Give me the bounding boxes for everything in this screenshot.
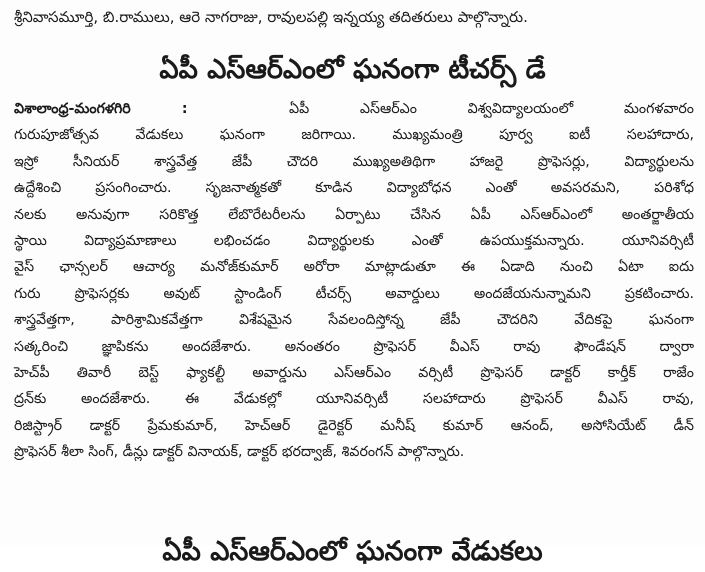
article-line-8: గురు ప్రొఫెసర్లకు అవుట్ స్టాండింగ్ టీచర్స్ అవార్డులు అందజేయనున్నామని ప్రకటించారు. [14,285,694,302]
article-line-3: ఇస్రో సీనియర్ శాస్త్రవేత్త జేపీ చౌదరి ముఖ్యఅతిథిగా హాజరై ప్రొఫెసర్లు, విద్యార్థులను [14,153,694,170]
next-article-headline-clip [0,528,705,567]
article-line-12: ద్రన్‌కు అందజేశారు. ఈ వేడుకల్లో యూనివర్సిటీ సలహాదారు ప్రొఫెసర్ వీఎస్ రావు, [14,391,694,408]
article-line-9: శాస్త్రవేత్తగా, పారిశ్రామికవేత్తగా విశేషమైన సేవలందిస్తోన్న జేపీ చౌదరిని వేదికపై ఘనంగా [14,312,694,329]
article-dateline: విశాలాంధ్ర-మంగళగిరి : [14,101,188,117]
article-line-6: స్థాయి విద్యాప్రమాణాలు లభించడం విద్యార్థులకు ఎంతో ఉపయుక్తమన్నారు. యూనివర్సిటీ [14,233,694,250]
previous-article-tail: శ్రీనివాసమూర్తి, బి.రాములు, ఆరె నాగరాజు, రావులపల్లి ఇన్నయ్య తదితరులు పాల్గొన్నారు. [14,8,528,26]
article-line-1 [14,96,694,122]
article-body [14,96,694,522]
article-line-11: హెచ్‌పీ తివారీ బెస్ట్ ఫ్యాకల్టీ అవార్డును ఎస్ఆర్ఎం వర్సిటీ ప్రొఫెసర్ డాక్టర్ కార్తీక్ రాజేం [14,365,694,382]
article-line-5: నలకు అనువుగా సరికొత్త లేబొరేటరీలను ఏర్పాటు చేసిన ఏపీ ఎస్ఆర్ఎంలో అంతర్జాతీయ [14,206,694,223]
article-line-1-text: ఏపీ ఎస్ఆర్ఎం విశ్వవిద్యాలయంలో మంగళవారం [289,101,694,117]
article-line-4: ఉద్దేశించి ప్రసంగించారు. సృజనాత్మకతో కూడిన విద్యాబోధన ఎంతో అవసరమని, పరిశోధ [14,180,694,197]
article-line-2: గురుపూజోత్సవ వేడుకలు ఘనంగా జరిగాయి. ముఖ్యమంత్రి పూర్వ ఐటీ సలహాదారు, [14,127,694,144]
article-headline: ఏపీ ఎస్‌ఆర్‌ఎంలో ఘనంగా టీచర్స్ డే [159,54,546,85]
next-article-headline: ఏపీ ఎస్ఆర్ఎంలో ఘనంగా వేడుకలు [162,536,543,567]
article-line-7: వైస్ ఛాన్సలర్ ఆచార్య మనోజ్‌కుమార్ అరోరా మాట్లాడుతూ ఈ ఏడాది నుంచి ఏటా ఐదు [14,259,694,276]
article-line-10: సత్కరించి జ్ఞాపికను అందజేశారు. అనంతరం ప్రొఫెసర్ వీఎస్ రావు ఫౌండేషన్ ద్వారా [14,338,694,355]
article-line-13: రిజిస్ట్రార్ డాక్టర్ ప్రేమకుమార్, హెచ్ఆర్ డైరెక్టర్ మనీష్ కుమార్ ఆనంద్, అసోసియేట్ డీన్ [14,417,694,434]
article-line-14: ప్రొఫెసర్ శీలా సింగ్, డీన్లు డాక్టర్ వినాయక్, డాక్టర్ భరద్వాజ్, శివరంగన్ పాల్గొన్నారు. [14,444,465,461]
